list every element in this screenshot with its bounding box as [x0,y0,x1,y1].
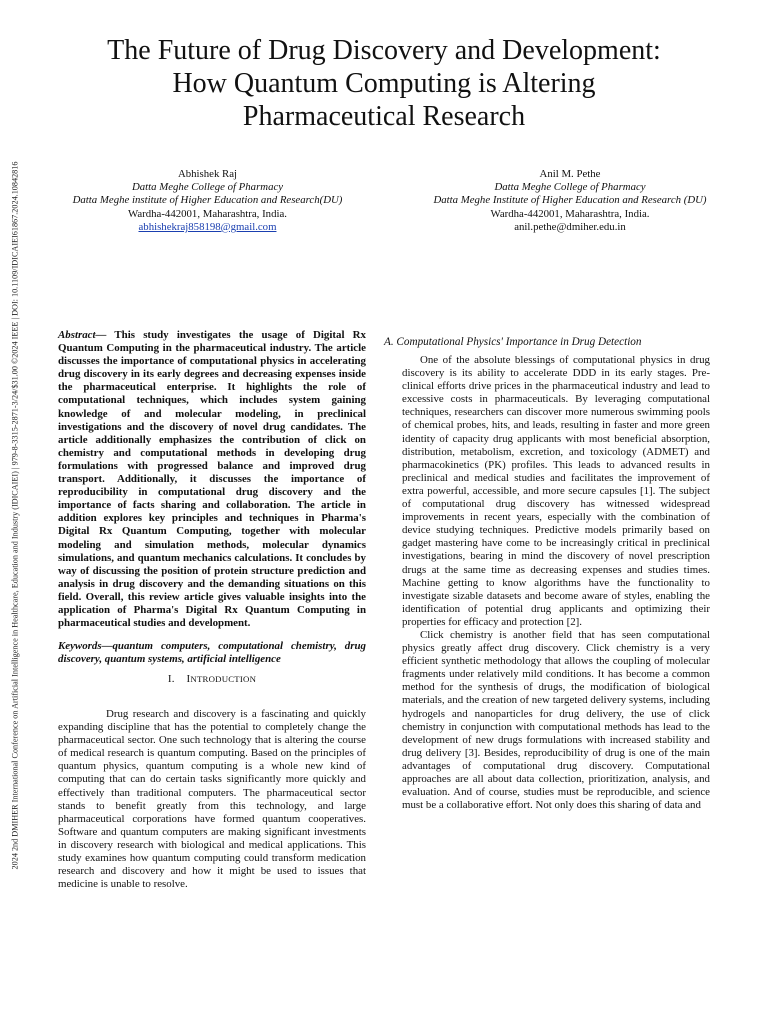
author-affiliation-college: Datta Meghe College of Pharmacy [131,181,284,194]
subsection-a-heading: A. Computational Physics' Importance in Drug Detection [384,336,642,348]
abstract [58,329,366,630]
section-title-initial: I [186,673,191,685]
paper-title [60,34,708,133]
author-email: anil.pethe@dmiher.edu.in [514,220,626,233]
introduction-heading [58,673,366,685]
abstract-text: This study investigates the usage of Digital Rx Quantum Computing in the pharmaceutical industry. The article discusses the importance of computational physics in accelerating drug discovery in its early degrees and decreasing expenses inside the pharmaceutical enterprise. It highlights the role of computational techniques, which includes system gaining knowledge of and molecular modeling, in preclinical investigations and the discovery of novel drug candidates. The article additionally emphasizes the contribution of click on chemistry and computational methods in developing drug formulations with progressed balance and improved drug transport. Additionally, it discusses the importance of reproducibility in computational drug discovery and the importance of facts sharing and collaboration. The article in addition explores key principles and techniques in Pharma's Digital Rx Quantum Computing, together with molecular modeling and simulation methods, molecular dynamics simulations, and quantum mechanics calculations. It concludes by way of discussing the position of protein structure prediction and analysis in drug discovery and the demanding situations on this field. Overall, this review article gives valuable insights into the application of Pharma's Digital Rx Quantum Computing in pharmaceutical studies and development. [58,329,366,630]
author-affiliation-college: Datta Meghe College of Pharmacy [494,181,646,194]
abstract-label: Abstract— [58,329,107,341]
subsection-paragraph-1: One of the absolute blessings of computational physics in drug discovery is its ability to accelerate DDD in its early stages. Pre-clinical efforts drive prices in the pharmaceutical industry and lead to excessive costs in pharmaceuticals. By leveraging computational techniques, researchers can discover more numerous swimming pools of chemical probes, hits, and leads, resulting in faster and more green identity of capacity drug applicants with most beneficial absorption, distribution, metabolism, excretion, and toxicology (ADMET) and pharmacokinetics (PK) profiles. This leads to advanced results in preclinical and medical studies and facilitates the improvement of extra powerful, accessible, and more secure capsules [1]. The subject of computational drug discovery has witnessed widespread improvements in recent years, especially with the combination of device studying techniques. Predictive models primarily based on gadget mastering have come to be increasingly critical in preclinical investigations, bearing in mind the discovery of novel prescription drugs at the same time as decreasing expenses and studies times. Machine getting to know algorithms have the functionality to investigate sizable datasets and become aware of styles, enabling the identification of potential drug applicants and optimizing their properties for efficacy and protection [2]. [402,354,710,628]
author-location: Wardha-442001, Maharashtra, India. [128,207,287,220]
title-line-2: How Quantum Computing is Altering [172,68,596,99]
conference-sidebar [0,90,30,940]
keywords: Keywords—quantum computers, computational chemistry, drug discovery, quantum systems, artificial intelligence [58,640,366,666]
title-line-3: Pharmaceutical Research [242,101,526,132]
author-affiliation-institute: Datta Meghe institute of Higher Education and Research(DU) [72,194,343,207]
author-affiliation-institute: Datta Meghe Institute of Higher Education and Research (DU) [433,194,707,207]
section-title-rest: NTRODUCTION [190,674,257,684]
author-block-1 [30,168,385,234]
author-block-2 [390,168,750,234]
author-location: Wardha-442001, Maharashtra, India. [490,207,650,220]
author-name: Abhishek Raj [177,168,238,180]
introduction-paragraph: Drug research and discovery is a fascinating and quickly expanding discipline that has the potential to completely change the pharmaceutical sector. One such technology that is altering the course of medical research is quantum computing. Based on the principles of quantum physics, quantum computing is a whole new kind of computing that can do certain tasks significantly more quickly and effectively than traditional computers. The pharmaceutical sector stands to benefit greatly from this technology, and large pharmaceutical corporations have formed quantum cooperatives. Software and quantum computers are making significant investments in discovery research with biological and medical applications. This study examines how quantum computing could transform medication research and discovery and how it might be used to issues that medicine is unable to resolve. [58,708,366,891]
section-numeral: I. [167,673,175,685]
subsection-a-body [402,354,710,812]
author-email-link[interactable]: abhishekraj858198@gmail.com [138,220,277,233]
subsection-paragraph-2: Click chemistry is another field that has seen computational physics greatly affect drug discovery. Click chemistry is a very efficient synthetic methodology that allows the coupling of molecular fragments under relatively mild conditions. It has become a common method for the synthesis of drugs, the modification of biological materials, and the creation of new targeted delivery systems, including hydrogels and nanoparticles for drug delivery, the use of click chemistry in conjunction with computational methods has lead to the development of new drugs formulations with increased stability and drug delivery [3]. Besides, reproducibility of drug is one of the main advantages of computational drug discovery. Computational approaches are all about data collection, prioritization, analysis, and evaluation. And of course, studies must be reproducible, and science must be a collaborative effort. Not only does this sharing of data and [402,628,710,812]
title-line-1: The Future of Drug Discovery and Development: [107,35,661,66]
introduction-body [58,708,366,891]
sidebar-citation: 2024 2nd DMIHER International Conference on Artificial Intelligence in Healthcare, Education and Industry (IDICAIEI) | 979-8-3315-2871-3/24/$31.00 ©2024 IEEE | DOI: 10.1109/IDICAIEI61867.2024.10842816 [10,161,20,869]
author-name: Anil M. Pethe [539,168,601,180]
